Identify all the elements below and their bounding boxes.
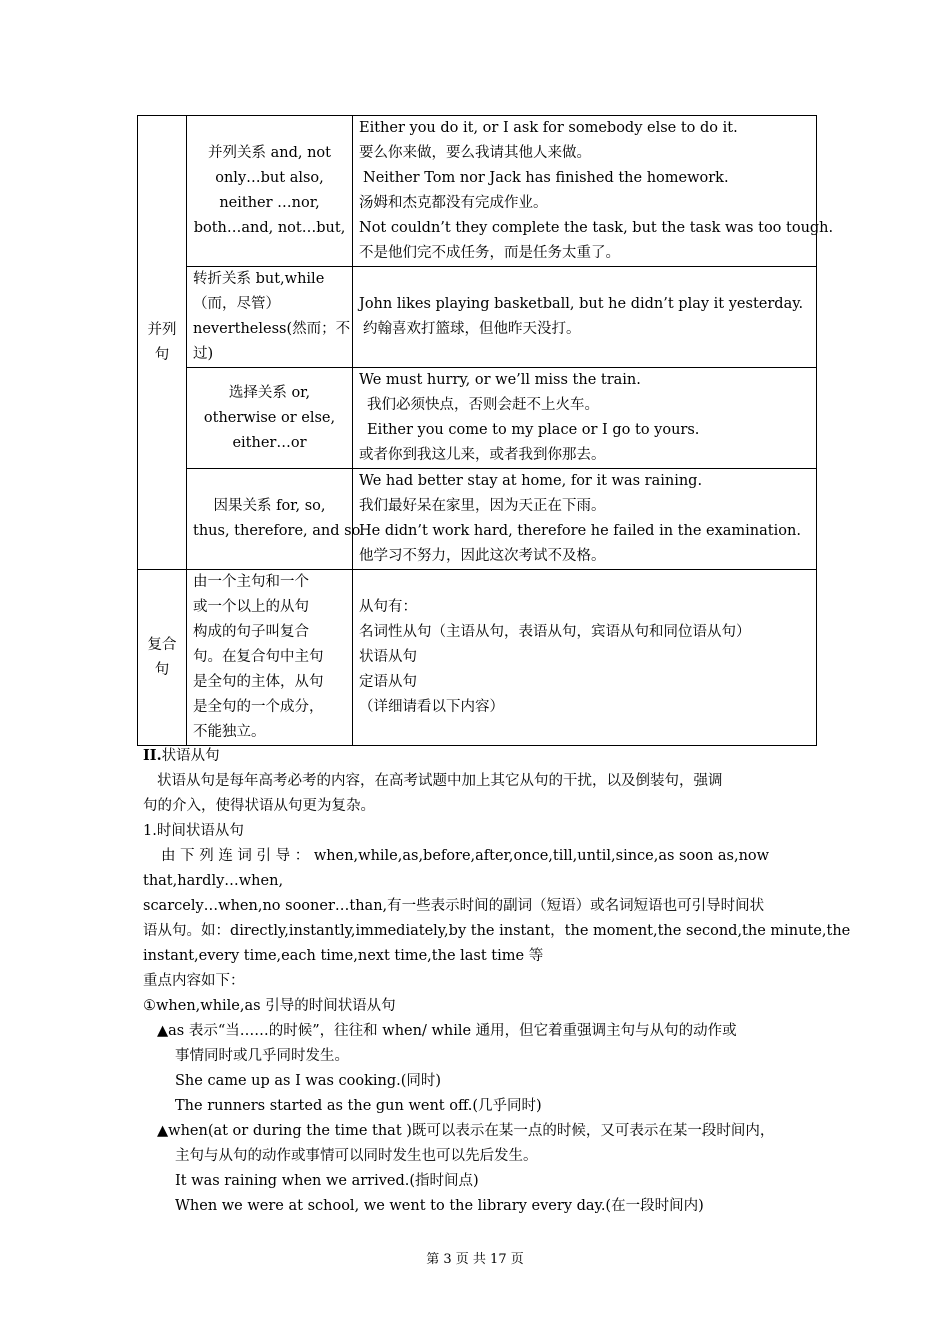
example-line: We had better stay at home, for it was raining. [359, 473, 703, 489]
relation-line: thus, therefore, and so [193, 523, 361, 539]
definition-line: 不能独立。 [193, 724, 266, 740]
example-line: Either you come to my place or I go to yours. [367, 422, 700, 438]
table-row [138, 368, 817, 469]
example-line: 从句有： [359, 599, 417, 615]
sub-heading: 1.时间状语从句 [143, 823, 244, 839]
paragraph-line: scarcely…when,no sooner…than,有一些表示时间的副词（短语）或名词短语也可引导时间状 [143, 898, 765, 914]
example-line: 我们必须快点，否则会赶不上火车。 [367, 397, 599, 413]
example-cell [353, 116, 834, 267]
paragraph-line: 由 下 列 连 词 引 导 ： when,while,as,before,after,once,till,until,since,as soon as,now [161, 848, 770, 864]
table-row [138, 469, 817, 570]
section-heading-text: 状语从句 [161, 748, 220, 764]
table-row [138, 267, 817, 368]
note-line: ▲when(at or during the time that )既可以表示在某一点的时候，又可表示在某一段时间内， [157, 1123, 775, 1139]
example-line: （详细请看以下内容） [359, 699, 504, 715]
note-line: 事情同时或几乎同时发生。 [175, 1048, 349, 1064]
example-line: Either you do it, or I ask for somebody else to do it. [359, 120, 738, 136]
paragraph-line: 状语从句是每年高考必考的内容，在高考试题中加上其它从句的干扰，以及倒装句，强调 [157, 773, 723, 789]
paragraph-line: 句的介入，使得状语从句更为复杂。 [143, 798, 375, 814]
definition-line: 由一个主句和一个 [193, 574, 309, 590]
relation-line: only…but also, [215, 170, 324, 186]
relation-cell [187, 116, 353, 267]
note-line: ▲as 表示“当……的时候”，往往和 when/ while 通用，但它着重强调主句与从句的动作或 [157, 1023, 737, 1039]
relation-line: 过) [193, 346, 214, 362]
example-sentence: When we were at school, we went to the library every day.(在一段时间内) [175, 1198, 704, 1214]
example-line: 名词性从句（主语从句，表语从句，宾语从句和同位语从句） [359, 624, 751, 640]
category-cell [138, 570, 187, 746]
relation-line: 转折关系 but,while [193, 271, 325, 287]
example-line: 状语从句 [359, 649, 417, 665]
relation-line: 选择关系 or, [228, 384, 311, 401]
paragraph-line: 语从句。如：directly,instantly,immediately,by the instant，the moment,the second,the minute,the [143, 923, 851, 939]
relation-cell [187, 267, 353, 368]
example-line: Neither Tom nor Jack has finished the homework. [363, 170, 729, 186]
relation-line: （而，尽管） [193, 296, 280, 312]
key-points-label: 重点内容如下： [143, 973, 245, 989]
category-cell [138, 116, 187, 570]
example-line: 我们最好呆在家里，因为天正在下雨。 [359, 498, 606, 514]
relation-line: 因果关系 for, so, [213, 498, 326, 514]
relation-cell [187, 469, 361, 570]
example-sentence: She came up as I was cooking.(同时) [175, 1073, 442, 1089]
definition-line: 是全句的一个成分， [193, 699, 324, 715]
adverbial-clause-section [143, 743, 851, 1219]
example-line: 约翰喜欢打篮球，但他昨天没打。 [363, 321, 581, 337]
example-line: Not couldn’t they complete the task, but the task was too tough. [359, 220, 834, 236]
paragraph-line: that,hardly…when, [143, 873, 284, 889]
note-line: 主句与从句的动作或事情可以同时发生也可以先后发生。 [175, 1148, 538, 1164]
category-label: 复合句 [147, 636, 177, 678]
example-line: 定语从句 [359, 674, 417, 690]
table-row [138, 570, 817, 746]
definition-line: 是全句的主体，从句 [193, 674, 324, 690]
example-line: 他学习不努力，因此这次考试不及格。 [359, 548, 606, 564]
paragraph-line: instant,every time,each time,next time,the last time 等 [143, 948, 544, 964]
sentence-types-table [137, 115, 834, 746]
relation-cell [187, 368, 353, 469]
relation-line: otherwise or else, [203, 409, 336, 426]
point-heading: ①when,while,as 引导的时间状语从句 [143, 998, 396, 1014]
example-sentence: It was raining when we arrived.(指时间点) [175, 1173, 479, 1189]
section-heading [143, 743, 813, 769]
relation-line: nevertheless(然而；不 [193, 321, 351, 337]
example-line: 或者你到我这儿来，或者我到你那去。 [359, 447, 606, 463]
relation-line: 并列关系 and, not [208, 145, 331, 161]
example-sentence: The runners started as the gun went off.(几乎同时) [175, 1098, 542, 1114]
example-line: 汤姆和杰克都没有完成作业。 [359, 195, 548, 211]
example-cell [353, 267, 817, 368]
category-label: 并列句 [147, 321, 177, 363]
relation-cell [187, 570, 353, 746]
section-heading-number: II. [143, 747, 162, 764]
table-row [138, 116, 817, 267]
example-cell [353, 368, 817, 469]
definition-line: 构成的句子叫复合 [193, 624, 309, 640]
example-cell [353, 570, 817, 746]
relation-line: both…and, not…but, [193, 220, 346, 236]
definition-line: 句。在复合句中主句 [193, 649, 324, 665]
example-line: 要么你来做，要么我请其他人来做。 [359, 145, 591, 161]
example-line: 不是他们完不成任务，而是任务太重了。 [359, 245, 620, 261]
example-line: He didn’t work hard, therefore he failed in the examination. [359, 523, 801, 539]
definition-line: 或一个以上的从句 [193, 599, 309, 615]
page-footer: 第 3 页 共 17 页 [426, 1252, 524, 1267]
example-line: John likes playing basketball, but he didn’t play it yesterday. [359, 296, 804, 312]
example-line: We must hurry, or we’ll miss the train. [359, 372, 641, 388]
relation-line: neither …nor, [219, 195, 320, 211]
relation-line: either…or [232, 434, 307, 451]
example-cell [353, 469, 817, 570]
